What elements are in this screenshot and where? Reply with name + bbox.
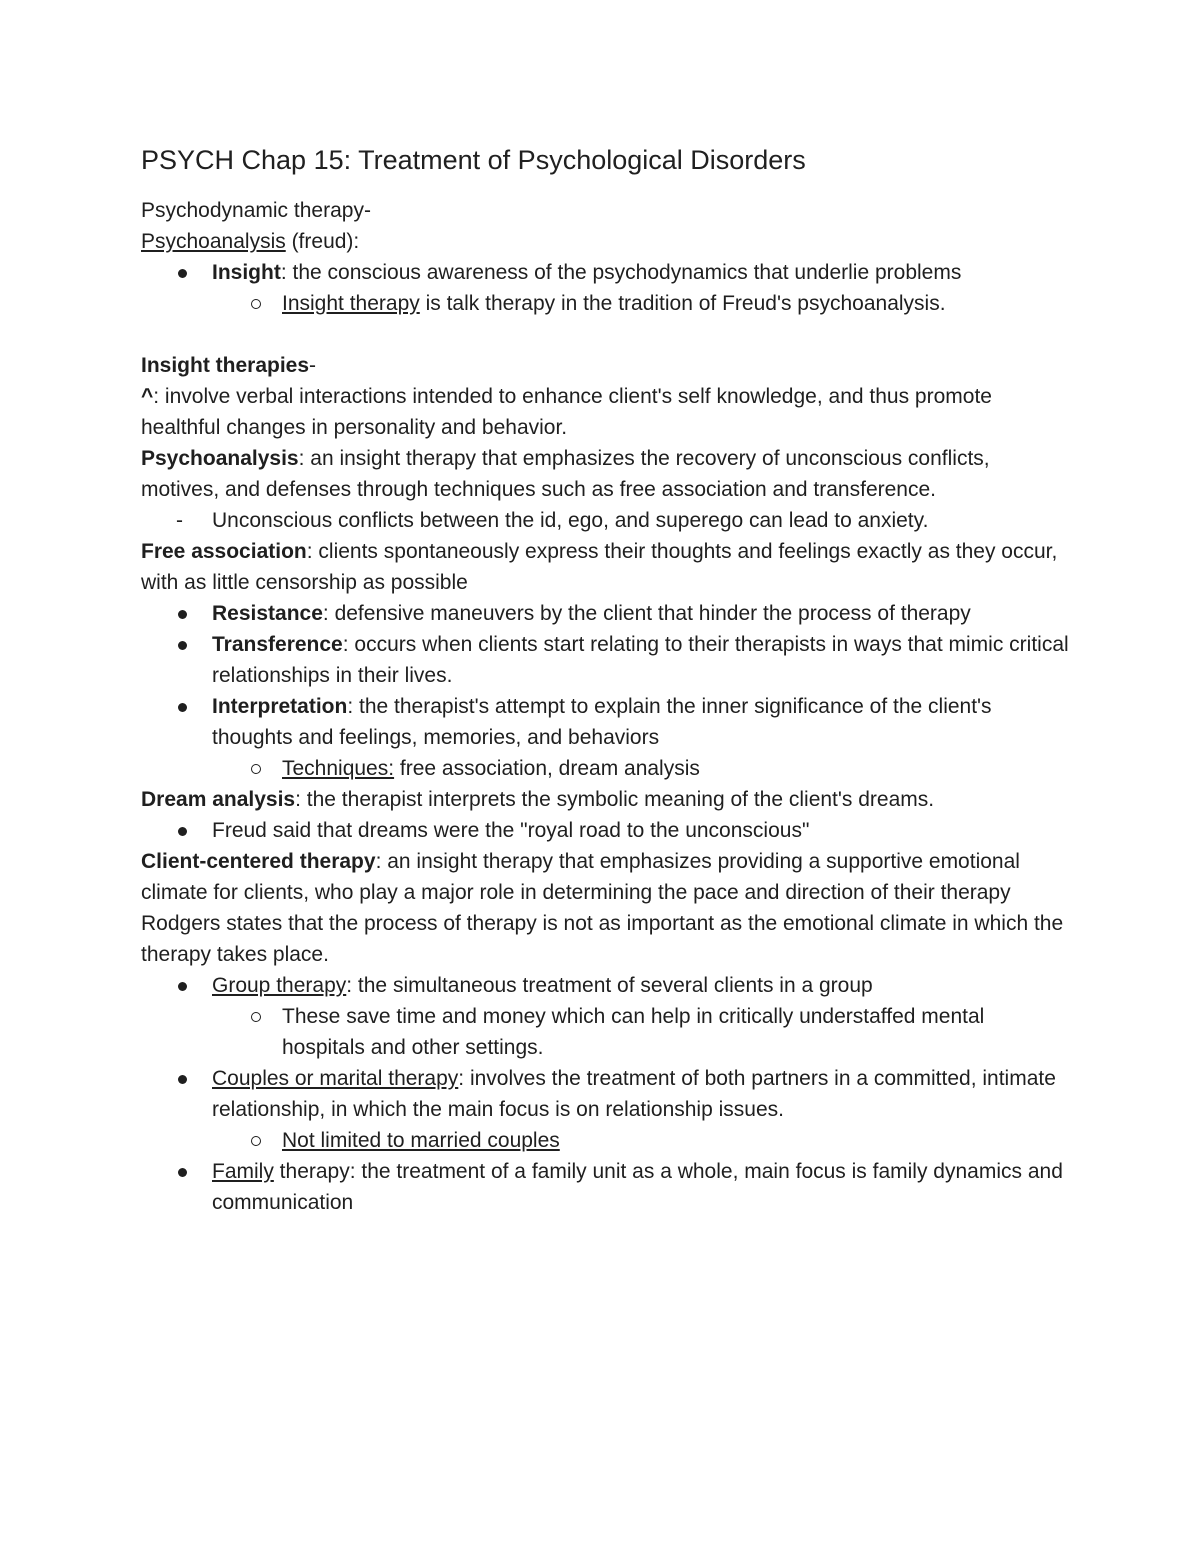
resistance-term: Resistance (212, 602, 323, 625)
list-item-interpretation (141, 691, 1071, 753)
couples-rest: : involves the treatment of both partners in a committed, intimate relationship, in which the main focus is on relationship issues. (212, 1067, 1056, 1121)
document-page (141, 141, 1071, 1218)
transference-term: Transference (212, 633, 343, 656)
client-centered-definition (141, 846, 1071, 908)
psychoanalysis-rest: (freud): (285, 230, 360, 253)
insight-therapies-rest: - (309, 354, 317, 377)
rodgers-paragraph: Rodgers states that the process of therapy is not as important as the emotional climate in which the therapy takes place. (141, 912, 1064, 966)
freud-quote-text: Freud said that dreams were the "royal road to the unconscious" (212, 819, 810, 842)
techniques-term: Techniques: (282, 757, 395, 780)
free-association-rest: : clients spontaneously express their thoughts and feelings exactly as they occur, with as little censorship as possible (141, 540, 1058, 594)
family-rest: therapy: the treatment of a family unit as a whole, main focus is family dynamics and communication (212, 1160, 1063, 1214)
insight-therapies-heading (141, 350, 1071, 381)
couples-sub-text: Not limited to married couples (282, 1129, 560, 1152)
insight-rest: : the conscious awareness of the psychodynamics that underlie problems (280, 261, 962, 284)
list-item-couples-therapy (141, 1063, 1071, 1125)
group-sub-text: These save time and money which can help in critically understaffed mental hospitals and other settings. (282, 1005, 985, 1059)
psychoanalysis-definition (141, 443, 1071, 505)
insight-therapy-term: Insight therapy (282, 292, 420, 315)
group-therapy-term: Group therapy (212, 974, 347, 997)
dream-analysis-rest: : the therapist interprets the symbolic meaning of the client's dreams. (295, 788, 935, 811)
caret-rest: : involve verbal interactions intended to enhance client's self knowledge, and thus promote healthful changes in personality and behavior. (141, 385, 992, 439)
insight-term: Insight (212, 261, 281, 284)
client-centered-rest: : an insight therapy that emphasizes providing a supportive emotional climate for clients, who play a major role in determining the pace and direction of their therapy (141, 850, 1020, 904)
resistance-rest: : defensive maneuvers by the client that hinder the process of therapy (322, 602, 971, 625)
list-item-insight (141, 257, 1071, 288)
dream-analysis-term: Dream analysis (141, 788, 296, 811)
unconscious-conflicts-text: Unconscious conflicts between the id, ego, and superego can lead to anxiety. (212, 509, 929, 532)
list-item-group-therapy (141, 970, 1071, 1001)
techniques-rest: free association, dream analysis (394, 757, 700, 780)
psychoanalysis-def-rest: : an insight therapy that emphasizes the recovery of unconscious conflicts, motives, and defenses through techniques such as free association and transference. (141, 447, 990, 501)
dream-analysis-definition (141, 784, 1071, 815)
list-item-freud-quote (141, 815, 1071, 846)
transference-rest: : occurs when clients start relating to their therapists in ways that mimic critical relationships in their lives. (212, 633, 1069, 687)
psychoanalysis-heading (141, 226, 1071, 257)
psychodynamic-heading: Psychodynamic therapy- (141, 199, 371, 222)
blank-line (141, 319, 1071, 350)
list-item-insight-therapy (141, 288, 1071, 319)
list-item-transference (141, 629, 1071, 691)
insight-therapies-term: Insight therapies (141, 354, 310, 377)
free-association-term: Free association (141, 540, 307, 563)
psychoanalysis-def-term: Psychoanalysis (141, 447, 299, 470)
interpretation-rest: : the therapist's attempt to explain the inner significance of the client's thoughts and feelings, memories, and behaviors (212, 695, 992, 749)
psychoanalysis-term: Psychoanalysis (141, 230, 286, 253)
free-association-definition (141, 536, 1071, 598)
document-title: PSYCH Chap 15: Treatment of Psychological Disorders (141, 145, 806, 175)
list-item-couples-sub (141, 1125, 1071, 1156)
caret-term: ^ (141, 385, 154, 408)
client-centered-term: Client-centered therapy (141, 850, 376, 873)
list-item-group-sub (141, 1001, 1071, 1063)
interpretation-term: Interpretation (212, 695, 348, 718)
list-item-family-therapy (141, 1156, 1071, 1218)
insight-therapy-rest: is talk therapy in the tradition of Freud's psychoanalysis. (419, 292, 946, 315)
family-term: Family (212, 1160, 274, 1183)
list-item-techniques (141, 753, 1071, 784)
group-therapy-rest: : the simultaneous treatment of several clients in a group (346, 974, 873, 997)
caret-definition (141, 381, 1071, 443)
list-item-unconscious-conflicts: - Unconscious conflicts between the id, ego, and superego can lead to anxiety. (176, 509, 929, 532)
list-item-resistance (141, 598, 1071, 629)
couples-term: Couples or marital therapy (212, 1067, 459, 1090)
